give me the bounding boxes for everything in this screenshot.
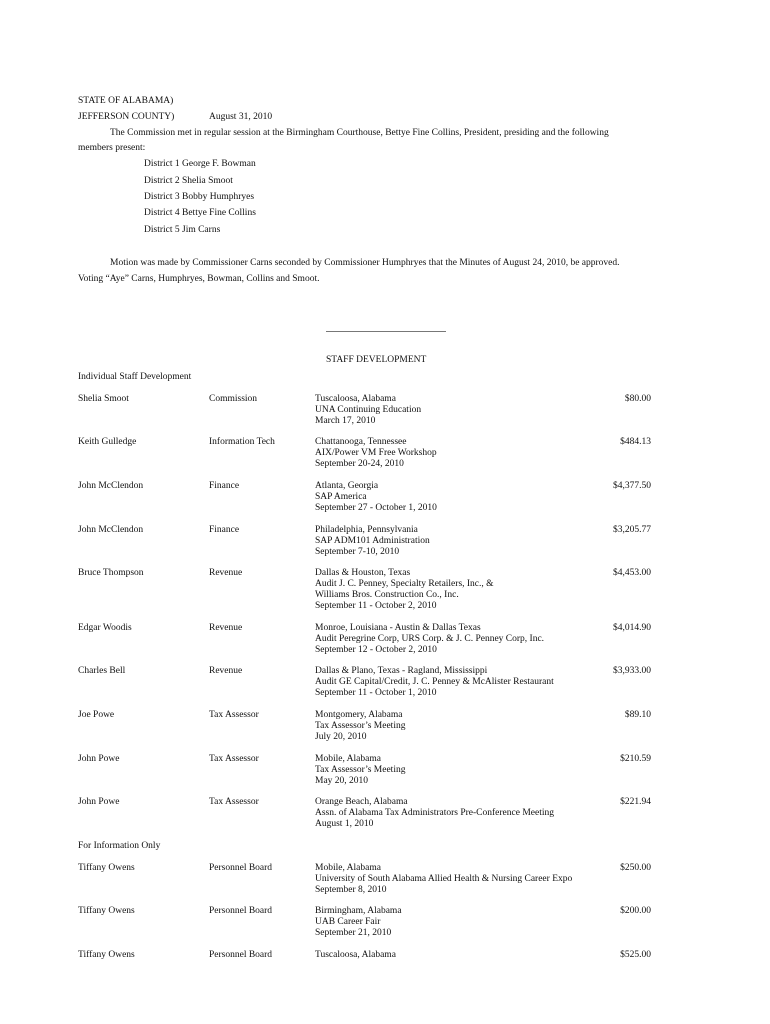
detail-line: SAP America <box>315 492 367 502</box>
entry-name: Edgar Woodis <box>78 623 132 633</box>
entry-amount: $210.59 <box>620 754 651 764</box>
detail-line: July 20, 2010 <box>315 732 367 742</box>
entry-details <box>315 525 430 558</box>
detail-line: Dallas & Plano, Texas - Ragland, Mississippi <box>315 666 488 676</box>
detail-line: August 1, 2010 <box>315 819 374 829</box>
detail-line: September 20-24, 2010 <box>315 459 404 469</box>
member-item: District 5 Jim Carns <box>144 225 221 235</box>
detail-line: Montgomery, Alabama <box>315 710 403 720</box>
detail-line: SAP ADM101 Administration <box>315 536 430 546</box>
entry-department: Finance <box>209 481 240 491</box>
intro-paragraph-line1: The Commission met in regular session at the Birmingham Courthouse, Bettye Fine Collins, President, presiding and the following <box>110 128 609 138</box>
entry-name: Shelia Smoot <box>78 394 129 404</box>
entry-amount: $3,933.00 <box>613 666 651 676</box>
detail-line: Audit GE Capital/Credit, J. C. Penney & McAlister Restaurant <box>315 677 554 687</box>
detail-line: Mobile, Alabama <box>315 754 381 764</box>
entry-name: Charles Bell <box>78 666 126 676</box>
member-item: District 4 Bettye Fine Collins <box>144 208 256 218</box>
detail-line: May 20, 2010 <box>315 776 369 786</box>
entry-department: Personnel Board <box>209 863 273 873</box>
detail-line: September 27 - October 1, 2010 <box>315 503 437 513</box>
member-item: District 1 George F. Bowman <box>144 159 256 169</box>
detail-line: Chattanooga, Tennessee <box>315 437 407 447</box>
entry-details <box>315 797 554 830</box>
subsection-heading-individual: Individual Staff Development <box>78 372 192 382</box>
detail-line: Audit Peregrine Corp, URS Corp. & J. C. Penney Corp, Inc. <box>315 634 545 644</box>
detail-line: AIX/Power VM Free Workshop <box>315 448 437 458</box>
entry-name: Tiffany Owens <box>78 906 135 916</box>
detail-line: September 11 - October 1, 2010 <box>315 688 437 698</box>
entry-name: Keith Gulledge <box>78 437 137 447</box>
entry-name: John McClendon <box>78 481 144 491</box>
entry-details <box>315 437 437 470</box>
entry-amount: $4,014.90 <box>613 623 651 633</box>
entry-amount: $484.13 <box>620 437 651 447</box>
state-line: STATE OF ALABAMA) <box>78 96 174 106</box>
entry-details <box>315 754 405 787</box>
entry-details <box>315 666 554 699</box>
detail-line: UAB Career Fair <box>315 917 381 927</box>
motion-line2: Voting “Aye” Carns, Humphryes, Bowman, Collins and Smoot. <box>78 274 320 284</box>
entry-details <box>315 394 421 427</box>
member-item: District 2 Shelia Smoot <box>144 176 233 186</box>
entry-amount: $250.00 <box>620 863 651 873</box>
entry-amount: $80.00 <box>624 394 651 404</box>
county-line: JEFFERSON COUNTY) <box>78 112 175 122</box>
entry-details <box>315 710 405 743</box>
section-divider <box>326 331 446 332</box>
detail-line: Assn. of Alabama Tax Administrators Pre-Conference Meeting <box>315 808 554 818</box>
entry-amount: $525.00 <box>620 950 651 960</box>
detail-line: Tax Assessor’s Meeting <box>315 721 406 731</box>
entry-name: Joe Powe <box>78 710 115 720</box>
entry-details <box>315 906 402 939</box>
entry-amount: $4,453.00 <box>613 568 651 578</box>
entry-details <box>315 481 437 514</box>
detail-line: Monroe, Louisiana - Austin & Dallas Texas <box>315 623 481 633</box>
detail-line: September 8, 2010 <box>315 885 387 895</box>
entry-department: Personnel Board <box>209 906 273 916</box>
entry-department: Tax Assessor <box>209 710 259 720</box>
entry-department: Revenue <box>209 568 243 578</box>
entry-department: Revenue <box>209 623 243 633</box>
entry-details <box>315 863 572 896</box>
detail-line: University of South Alabama Allied Health & Nursing Career Expo <box>315 874 573 884</box>
entry-name: John Powe <box>78 797 120 807</box>
detail-line: Philadelphia, Pennsylvania <box>315 525 418 535</box>
entry-department: Personnel Board <box>209 950 273 960</box>
detail-line: Dallas & Houston, Texas <box>315 568 411 578</box>
detail-line: September 12 - October 2, 2010 <box>315 645 437 655</box>
detail-line: Tuscaloosa, Alabama <box>315 950 396 960</box>
entry-name: Bruce Thompson <box>78 568 144 578</box>
entry-name: John McClendon <box>78 525 144 535</box>
detail-line: Williams Bros. Construction Co., Inc. <box>315 590 459 600</box>
detail-line: March 17, 2010 <box>315 416 376 426</box>
detail-line: Birmingham, Alabama <box>315 906 402 916</box>
meeting-date: August 31, 2010 <box>209 112 273 122</box>
entry-amount: $4,377.50 <box>613 481 651 491</box>
entry-department: Finance <box>209 525 240 535</box>
member-item: District 3 Bobby Humphryes <box>144 192 255 202</box>
entry-department: Information Tech <box>209 437 275 447</box>
detail-line: September 21, 2010 <box>315 928 392 938</box>
entry-department: Revenue <box>209 666 243 676</box>
entry-amount: $3,205.77 <box>613 525 651 535</box>
detail-line: UNA Continuing Education <box>315 405 422 415</box>
entry-amount: $200.00 <box>620 906 651 916</box>
entry-department: Tax Assessor <box>209 754 259 764</box>
entry-name: John Powe <box>78 754 120 764</box>
entry-details <box>315 623 544 656</box>
entry-amount: $89.10 <box>624 710 651 720</box>
subsection-heading-info: For Information Only <box>78 841 161 851</box>
detail-line: Orange Beach, Alabama <box>315 797 408 807</box>
detail-line: Audit J. C. Penney, Specialty Retailers, Inc., & <box>315 579 494 589</box>
entry-details <box>315 950 396 961</box>
entry-details <box>315 568 494 612</box>
intro-paragraph-line2: members present: <box>78 143 146 153</box>
motion-line1: Motion was made by Commissioner Carns seconded by Commissioner Humphryes that the Minutes of August 24, 2010, be approved. <box>110 258 620 268</box>
detail-line: Mobile, Alabama <box>315 863 381 873</box>
entry-amount: $221.94 <box>620 797 651 807</box>
entry-department: Tax Assessor <box>209 797 259 807</box>
entry-name: Tiffany Owens <box>78 950 135 960</box>
entry-department: Commission <box>209 394 258 404</box>
entry-name: Tiffany Owens <box>78 863 135 873</box>
detail-line: Tax Assessor’s Meeting <box>315 765 406 775</box>
detail-line: September 11 - October 2, 2010 <box>315 601 437 611</box>
detail-line: Tuscaloosa, Alabama <box>315 394 396 404</box>
section-title: STAFF DEVELOPMENT <box>326 355 427 365</box>
detail-line: Atlanta, Georgia <box>315 481 379 491</box>
detail-line: September 7-10, 2010 <box>315 547 400 557</box>
